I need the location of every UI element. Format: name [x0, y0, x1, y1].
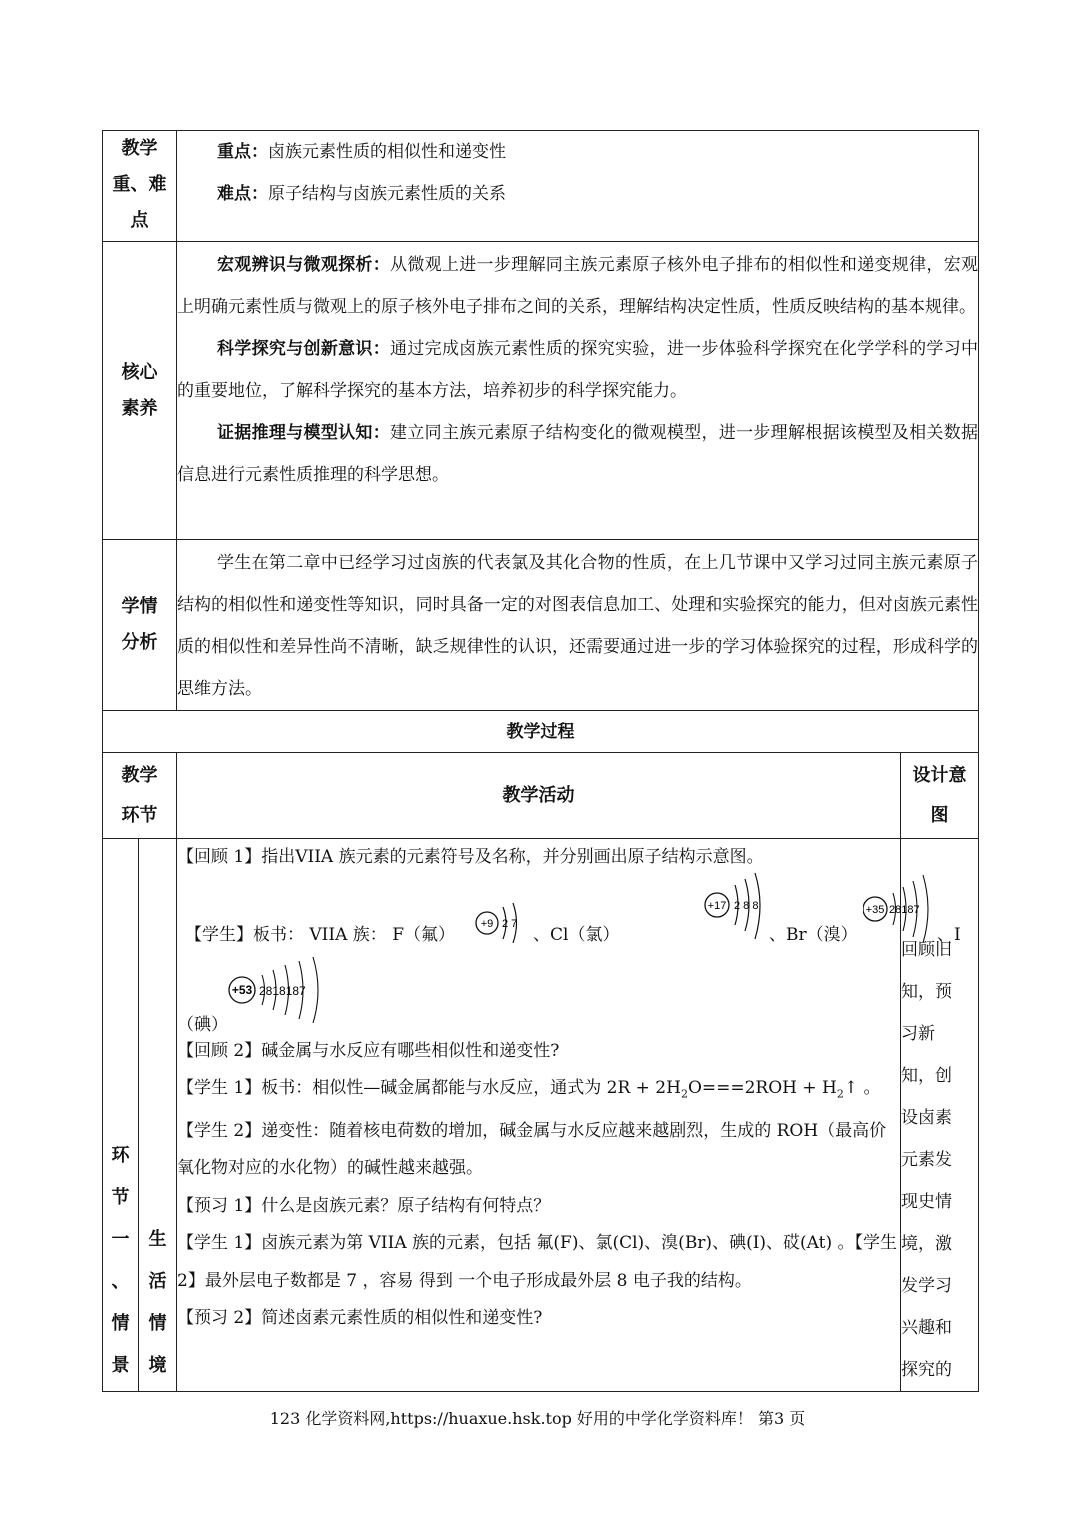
student-analysis-label: 学情 分析: [103, 540, 177, 711]
preview-1: 【预习 1】什么是卤族元素？原子结构有何特点？: [177, 1195, 551, 1216]
review-1: 【回顾 1】指出VIIA 族元素的元素符号及名称，并分别画出原子结构示意图。: [177, 847, 764, 867]
stage-header: 教学 环节: [103, 753, 177, 839]
lesson-plan-table: [102, 130, 979, 1392]
student-2-text: 【学生 2】递变性：随着核电荷数的增加，碱金属与水反应越来越剧烈，生成的 ROH（最高价氧化物对应的水化物）的碱性越来越强。: [177, 1120, 887, 1179]
literacy-item: 证据推理与模型认知：建立同主族元素原子结构变化的微观模型，进一步理解根据该模型及相关数据信息进行元素性质推理的科学思想。: [177, 423, 979, 485]
bromine-atom-diagram: [863, 871, 943, 947]
svg-text:+35: +35: [865, 903, 885, 916]
student-analysis-row: [103, 540, 979, 711]
substage-cell: 生 活 情 境: [139, 839, 177, 1392]
key-points-content: 重点：卤族元素性质的相似性和递变性 难点：原子结构与卤族元素性质的关系: [177, 131, 979, 242]
design-intent-cell: 回顾旧 知，预 习新 知，创 设卤素 元素发 现史情 境，激 发学习 兴趣和 探究的: [901, 839, 979, 1392]
key-points-row: [103, 131, 979, 242]
svg-text:+53: +53: [231, 982, 253, 997]
svg-text:28187: 28187: [889, 903, 920, 916]
chlorine-atom-diagram: [703, 869, 769, 947]
svg-text:2818187: 2818187: [259, 983, 306, 998]
core-literacy-content: [177, 242, 979, 540]
svg-text:+17: +17: [707, 899, 727, 912]
process-title-row: [103, 711, 979, 753]
stage-cell: 环 节 一 、 情 景: [103, 839, 139, 1392]
student-1-formula: 【学生 1】板书：相似性—碱金属都能与水反应，通式为 $2R + 2H_2O===2ROH$ + $H_2↑$ 。: [177, 1078, 881, 1101]
literacy-item: 科学探究与创新意识：通过完成卤族元素性质的探究实验，进一步体验科学探究在化学学科的学习中的重要地位，了解科学探究的基本方法，培养初步的科学探究能力。: [177, 339, 979, 401]
page-footer: 123 化学资料网,https://huaxue.hsk.top 好用的中学化学资料库！ 第3 页: [269, 1409, 806, 1428]
key-points-label: 教学 重、难 点: [103, 131, 177, 242]
review-2: 【回顾 2】碱金属与水反应有哪些相似性和递变性?: [177, 1040, 560, 1061]
svg-text:+9: +9: [480, 917, 494, 930]
svg-text:2 7: 2 7: [502, 917, 518, 930]
preview-1-answer: 【学生 1】卤族元素为第 VIIA 族的元素，包括 氟(F)、氯(Cl)、溴(Br)、碘(I)、砹(At) 。【学生 2】最外层电子数都是 7 ，容易 得到 一个电子形成最外层 8 电子我的结构。: [177, 1233, 898, 1291]
process-title: 教学过程: [103, 711, 979, 753]
column-header-row: [103, 753, 979, 839]
student-analysis-text: 学生在第二章中已经学习过卤族的代表氯及其化合物的性质，在上几节课中又学习过同主族元素原子结构的相似性和递变性等知识，同时具备一定的对图表信息加工、处理和实验探究的能力，但对卤族元素性质的相似性和差异性尚不清晰，缺乏规律性的认识，还需要通过进一步的学习体验探究的过程，形成科学的思维方法。: [177, 540, 979, 711]
activity-header: 教学活动: [177, 753, 901, 839]
literacy-item: 宏观辨识与微观探析：从微观上进一步理解同主族元素原子核外电子排布的相似性和递变规律，宏观上明确元素性质与微观上的原子核外电子排布之间的关系，理解结构决定性质，性质反映结构的基本规律。: [177, 255, 979, 317]
fluorine-atom-diagram: [473, 893, 529, 943]
svg-text:2 8 8: 2 8 8: [734, 899, 759, 912]
core-literacy-label: 核心 素养: [103, 242, 177, 540]
atom-diagram-line: 【学生】板书： VIIA 族： F（氟） +9 2 7 、Cl（氯） +17 2 8 8 、Br（溴） +35 28187 、I: [177, 877, 900, 963]
activity-row: [103, 839, 979, 1392]
core-literacy-row: [103, 242, 979, 540]
intent-header: 设计意 图: [901, 753, 979, 839]
iodine-diagram-line: +53 2818187 （碘）: [177, 963, 900, 1033]
preview-2: 【预习 2】简述卤素元素性质的相似性和递变性?: [177, 1308, 543, 1329]
iodine-atom-diagram: [227, 955, 331, 1025]
